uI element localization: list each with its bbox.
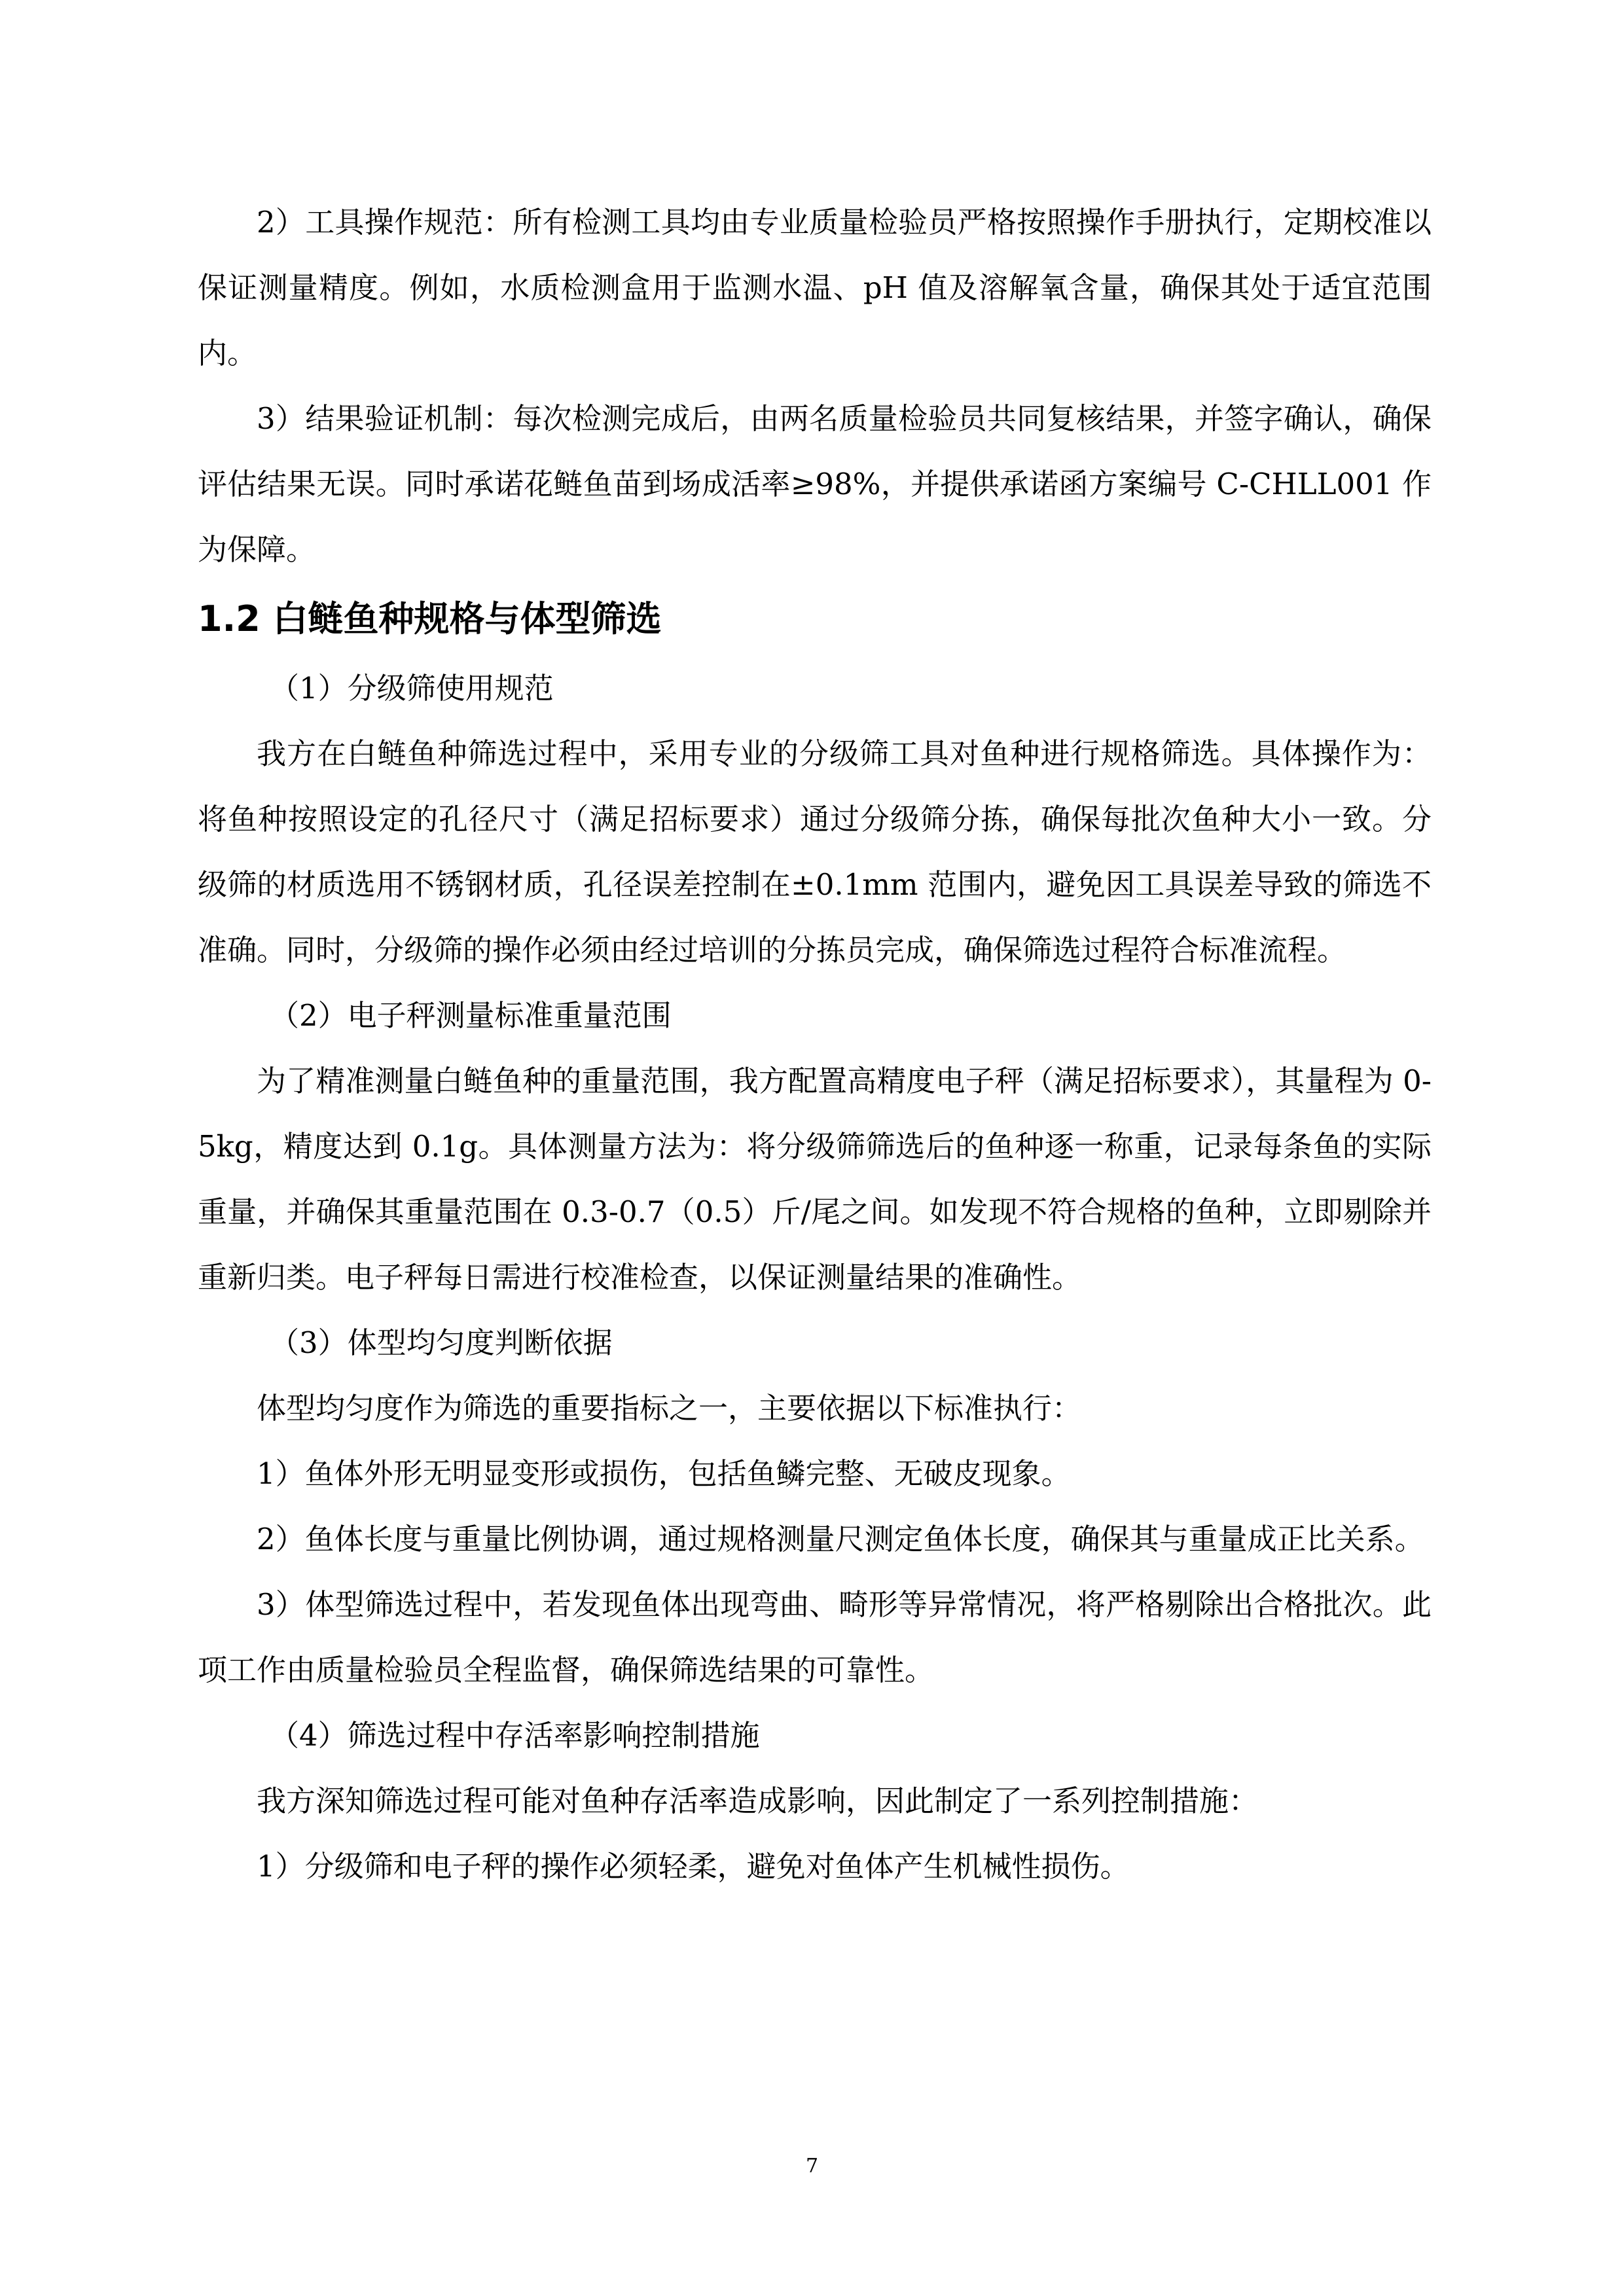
paragraph-survival-control-intro: 我方深知筛选过程可能对鱼种存活率造成影响，因此制定了一系列控制措施： — [257, 1784, 1259, 1818]
subsection-title-grading-sieve: （1）分级筛使用规范 — [270, 671, 554, 706]
subsection-title-electronic-scale: （2）电子秤测量标准重量范围 — [270, 998, 672, 1033]
page-number: 7 — [805, 2155, 819, 2178]
list-item-body-uniformity: 1）鱼体外形无明显变形或损伤，包括鱼鳞完整、无破皮现象。 — [257, 1456, 1071, 1491]
paragraph-tool-operation: 2）工具操作规范：所有检测工具均由专业质量检验员严格按照操作手册执行，定期校准以保证测量精度。例如，水质检测盒用于监测水温、pH 值及溶解氧含量，确保其处于适宜范围内。 — [198, 205, 1432, 370]
document-body — [198, 190, 1432, 1899]
list-item-body-uniformity: 3）体型筛选过程中，若发现鱼体出现弯曲、畸形等异常情况，将严格剔除出合格批次。此项工作由质量检验员全程监督，确保筛选结果的可靠性。 — [198, 1587, 1432, 1687]
paragraph-result-verification: 3）结果验证机制：每次检测完成后，由两名质量检验员共同复核结果，并签字确认，确保评估结果无误。同时承诺花鲢鱼苗到场成活率≥98%，并提供承诺函方案编号 C-CHLL001 作为保障。 — [198, 401, 1432, 567]
paragraph-body-uniformity-intro: 体型均匀度作为筛选的重要指标之一，主要依据以下标准执行： — [257, 1391, 1082, 1426]
list-item-survival-control: 1）分级筛和电子秤的操作必须轻柔，避免对鱼体产生机械性损伤。 — [257, 1849, 1130, 1884]
subsection-title-survival-control: （4）筛选过程中存活率影响控制措施 — [270, 1718, 760, 1753]
subsection-title-body-uniformity: （3）体型均匀度判断依据 — [270, 1325, 613, 1360]
section-heading: 1.2 白鲢鱼种规格与体型筛选 — [198, 598, 662, 639]
list-item-body-uniformity: 2）鱼体长度与重量比例协调，通过规格测量尺测定鱼体长度，确保其与重量成正比关系。 — [257, 1522, 1424, 1556]
paragraph-grading-sieve: 我方在白鲢鱼种筛选过程中，采用专业的分级筛工具对鱼种进行规格筛选。具体操作为：将鱼种按照设定的孔径尺寸（满足招标要求）通过分级筛分拣，确保每批次鱼种大小一致。分级筛的材质选用不锈钢材质，孔径误差控制在±0.1mm 范围内，避免因工具误差导致的筛选不准确。同时，分级筛的操作必须由经过培训的分拣员完成，确保筛选过程符合标准流程。 — [198, 736, 1432, 967]
paragraph-electronic-scale: 为了精准测量白鲢鱼种的重量范围，我方配置高精度电子秤（满足招标要求），其量程为 0-5kg，精度达到 0.1g。具体测量方法为：将分级筛筛选后的鱼种逐一称重，记录每条鱼的实际重量，并确保其重量范围在 0.3-0.7（0.5）斤/尾之间。如发现不符合规格的鱼种，立即剔除并重新归类。电子秤每日需进行校准检查，以保证测量结果的准确性。 — [198, 1064, 1432, 1295]
